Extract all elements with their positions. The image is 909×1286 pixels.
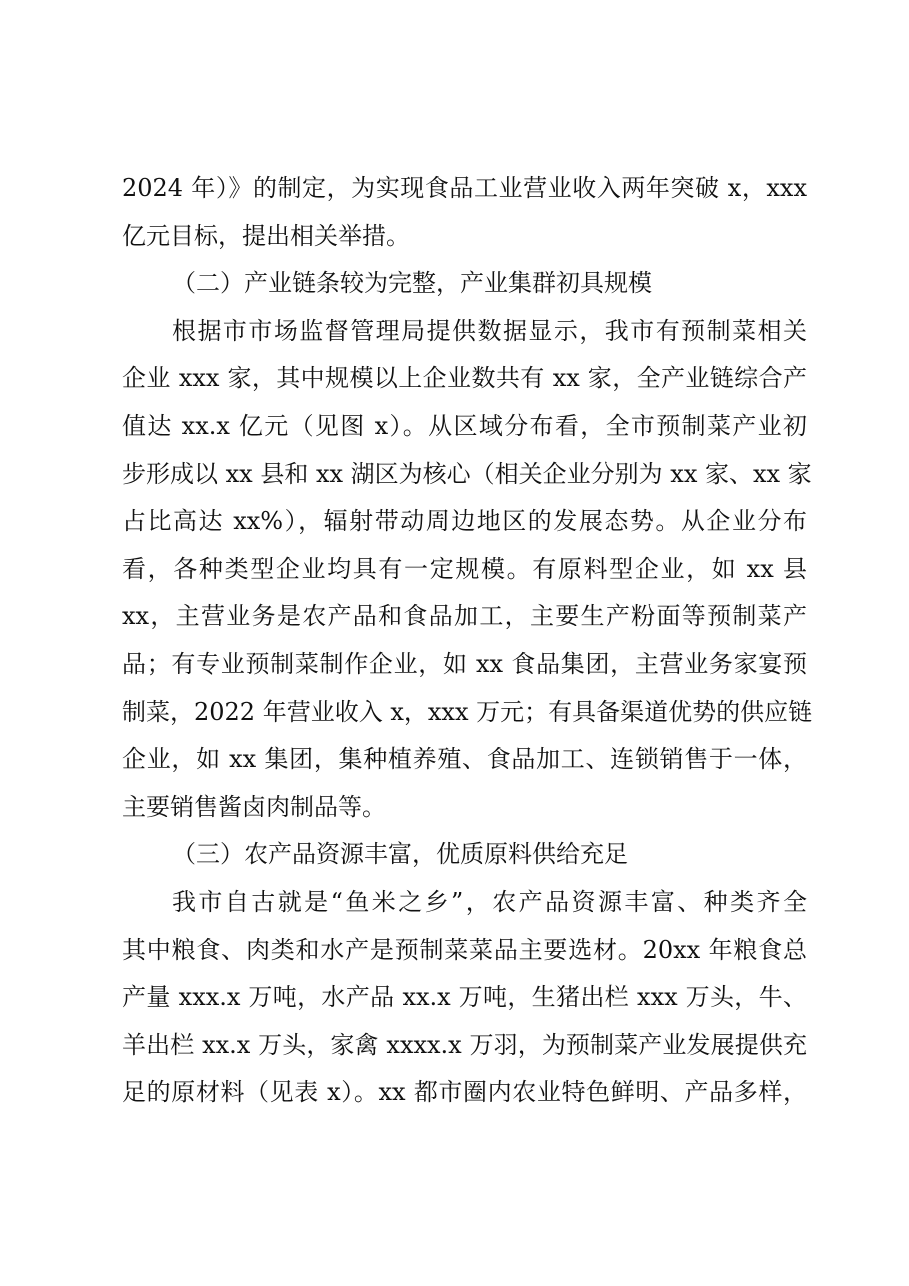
text-line: 企业 xxx 家，其中规模以上企业数共有 xx 家，全产业链综合产 — [122, 364, 807, 393]
document-body — [122, 165, 813, 1117]
text-line: 亿元目标，提出相关举措。 — [122, 221, 410, 250]
text-line: 其中粮食、肉类和水产是预制菜菜品主要选材。20xx 年粮食总 — [122, 935, 807, 964]
text-line: 产量 xxx.x 万吨，水产品 xx.x 万吨，生猪出栏 xxx 万头，牛、 — [122, 983, 807, 1012]
text-line: 我市自古就是“鱼米之乡”，农产品资源丰富、种类齐全 — [172, 887, 807, 916]
text-line: 根据市市场监督管理局提供数据显示，我市有预制菜相关 — [172, 316, 807, 345]
section-heading: （三）农产品资源丰富，优质原料供给充足 — [172, 840, 628, 869]
text-line: 看，各种类型企业均具有一定规模。有原料型企业，如 xx 县 — [122, 554, 807, 583]
text-line: 品；有专业预制菜制作企业，如 xx 食品集团，主营业务家宴预 — [122, 649, 807, 678]
text-line: 占比高达 xx%），辐射带动周边地区的发展态势。从企业分布 — [122, 507, 807, 536]
text-line: 足的原材料（见表 x）。xx 都市圈内农业特色鲜明、产品多样， — [122, 1078, 807, 1107]
text-line: 步形成以 xx 县和 xx 湖区为核心（相关企业分别为 xx 家、xx 家 — [122, 459, 812, 488]
text-line: 2024 年）》的制定，为实现食品工业营业收入两年突破 x，xxx — [122, 174, 807, 202]
text-line: 值达 xx.x 亿元（见图 x）。从区域分布看，全市预制菜产业初 — [122, 411, 807, 440]
text-line: 羊出栏 xx.x 万头，家禽 xxxx.x 万羽，为预制菜产业发展提供充 — [122, 1030, 807, 1059]
text-line: 主要销售酱卤肉制品等。 — [122, 792, 386, 821]
text-line: 企业，如 xx 集团，集种植养殖、食品加工、连锁销售于一体， — [122, 745, 807, 774]
text-line: 制菜，2022 年营业收入 x，xxx 万元；有具备渠道优势的供应链 — [122, 697, 813, 726]
text-line: xx，主营业务是农产品和食品加工，主要生产粉面等预制菜产 — [122, 602, 807, 631]
section-heading: （二）产业链条较为完整，产业集群初具规模 — [172, 269, 652, 298]
